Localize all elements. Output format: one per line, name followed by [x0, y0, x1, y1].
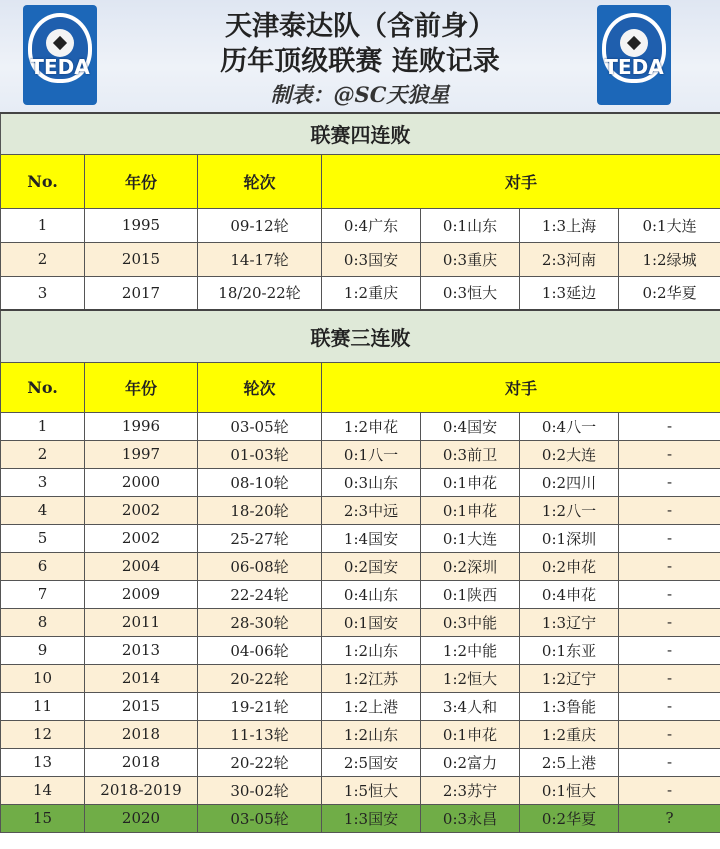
cell-match-1: 0:4广东 — [322, 208, 421, 242]
table-row — [1, 804, 720, 832]
cell-match-2: 3:4人和 — [421, 692, 520, 720]
cell-year: 2014 — [85, 664, 198, 692]
cell-match-2: 0:1大连 — [421, 524, 520, 552]
cell-round: 04-06轮 — [198, 636, 322, 664]
table-row — [1, 636, 720, 664]
cell-match-2: 0:3前卫 — [421, 440, 520, 468]
cell-no: 1 — [1, 208, 85, 242]
cell-round: 14-17轮 — [198, 242, 322, 276]
page-subtitle: 历年顶级联赛 连败记录 — [220, 46, 500, 77]
cell-match-1: 2:5国安 — [322, 748, 421, 776]
section-title: 联赛四连败 — [1, 113, 720, 154]
cell-year: 2015 — [85, 692, 198, 720]
record-table — [0, 112, 720, 833]
cell-match-1: 1:2申花 — [322, 412, 421, 440]
cell-match-4: ? — [619, 804, 720, 832]
cell-no: 14 — [1, 776, 85, 804]
table-row — [1, 412, 720, 440]
cell-match-1: 0:1国安 — [322, 608, 421, 636]
cell-match-1: 0:2国安 — [322, 552, 421, 580]
cell-match-2: 0:3永昌 — [421, 804, 520, 832]
table-row — [1, 580, 720, 608]
cell-year: 2000 — [85, 468, 198, 496]
cell-match-3: 0:1深圳 — [520, 524, 619, 552]
cell-match-4: 1:2绿城 — [619, 242, 720, 276]
cell-match-4: 0:2华夏 — [619, 276, 720, 310]
cell-match-2: 0:3恒大 — [421, 276, 520, 310]
cell-no: 5 — [1, 524, 85, 552]
cell-match-2: 0:4国安 — [421, 412, 520, 440]
cell-no: 2 — [1, 440, 85, 468]
cell-match-3: 0:1恒大 — [520, 776, 619, 804]
cell-match-4: - — [619, 496, 720, 524]
cell-match-3: 1:2重庆 — [520, 720, 619, 748]
cell-match-4: - — [619, 412, 720, 440]
cell-year: 2018 — [85, 720, 198, 748]
cell-match-1: 0:3国安 — [322, 242, 421, 276]
cell-round: 08-10轮 — [198, 468, 322, 496]
cell-round: 20-22轮 — [198, 664, 322, 692]
teda-logo-right — [597, 5, 671, 105]
cell-year: 2011 — [85, 608, 198, 636]
cell-match-3: 1:3上海 — [520, 208, 619, 242]
cell-year: 2002 — [85, 496, 198, 524]
table-row — [1, 208, 720, 242]
cell-round: 25-27轮 — [198, 524, 322, 552]
cell-match-1: 1:2江苏 — [322, 664, 421, 692]
cell-match-2: 0:1陕西 — [421, 580, 520, 608]
table-row — [1, 748, 720, 776]
cell-round: 28-30轮 — [198, 608, 322, 636]
cell-no: 4 — [1, 496, 85, 524]
cell-match-1: 0:3山东 — [322, 468, 421, 496]
cell-round: 11-13轮 — [198, 720, 322, 748]
cell-round: 30-02轮 — [198, 776, 322, 804]
cell-match-2: 0:1申花 — [421, 468, 520, 496]
cell-no: 15 — [1, 804, 85, 832]
cell-match-1: 1:3国安 — [322, 804, 421, 832]
cell-match-4: - — [619, 524, 720, 552]
section-four-loss-header — [1, 113, 720, 154]
table-row — [1, 776, 720, 804]
col-opponents: 对手 — [322, 362, 720, 412]
cell-match-2: 0:1山东 — [421, 208, 520, 242]
cell-match-3: 2:5上港 — [520, 748, 619, 776]
cell-round: 20-22轮 — [198, 748, 322, 776]
credit-line: 制表：@SC天狼星 — [270, 82, 450, 107]
cell-match-2: 2:3苏宁 — [421, 776, 520, 804]
cell-round: 18-20轮 — [198, 496, 322, 524]
cell-match-4: - — [619, 748, 720, 776]
cell-match-4: - — [619, 440, 720, 468]
column-header-row — [1, 362, 720, 412]
cell-no: 9 — [1, 636, 85, 664]
cell-year: 2020 — [85, 804, 198, 832]
cell-match-3: 0:2申花 — [520, 552, 619, 580]
cell-round: 03-05轮 — [198, 412, 322, 440]
section-title: 联赛三连败 — [1, 310, 720, 362]
cell-year: 2017 — [85, 276, 198, 310]
cell-match-1: 1:4国安 — [322, 524, 421, 552]
cell-match-2: 0:2富力 — [421, 748, 520, 776]
cell-match-2: 0:3中能 — [421, 608, 520, 636]
section-three-loss-header — [1, 310, 720, 362]
cell-match-4: - — [619, 664, 720, 692]
cell-no: 3 — [1, 468, 85, 496]
cell-no: 11 — [1, 692, 85, 720]
page-header — [0, 0, 720, 112]
cell-year: 2018-2019 — [85, 776, 198, 804]
cell-no: 8 — [1, 608, 85, 636]
cell-round: 03-05轮 — [198, 804, 322, 832]
cell-match-1: 2:3中远 — [322, 496, 421, 524]
col-opponents: 对手 — [322, 154, 720, 208]
table-row — [1, 276, 720, 310]
cell-round: 22-24轮 — [198, 580, 322, 608]
cell-year: 2013 — [85, 636, 198, 664]
table-row — [1, 440, 720, 468]
cell-match-3: 0:2四川 — [520, 468, 619, 496]
cell-match-2: 0:1申花 — [421, 496, 520, 524]
cell-match-3: 1:3延边 — [520, 276, 619, 310]
col-year: 年份 — [85, 362, 198, 412]
cell-match-4: - — [619, 692, 720, 720]
cell-match-4: - — [619, 720, 720, 748]
table-row — [1, 468, 720, 496]
cell-match-3: 0:2大连 — [520, 440, 619, 468]
cell-match-2: 0:2深圳 — [421, 552, 520, 580]
cell-match-1: 1:2重庆 — [322, 276, 421, 310]
cell-round: 19-21轮 — [198, 692, 322, 720]
column-header-row — [1, 154, 720, 208]
cell-round: 18/20-22轮 — [198, 276, 322, 310]
col-round: 轮次 — [198, 362, 322, 412]
logo-text: TEDA — [30, 55, 90, 79]
cell-match-4: - — [619, 552, 720, 580]
cell-year: 1995 — [85, 208, 198, 242]
table-row — [1, 608, 720, 636]
cell-match-1: 1:2山东 — [322, 636, 421, 664]
cell-no: 10 — [1, 664, 85, 692]
cell-match-3: 2:3河南 — [520, 242, 619, 276]
cell-match-3: 1:3辽宁 — [520, 608, 619, 636]
table-row — [1, 692, 720, 720]
cell-match-1: 0:1八一 — [322, 440, 421, 468]
football-icon — [620, 29, 648, 57]
table-row — [1, 496, 720, 524]
cell-match-2: 0:1申花 — [421, 720, 520, 748]
cell-match-2: 1:2恒大 — [421, 664, 520, 692]
cell-match-1: 0:4山东 — [322, 580, 421, 608]
table-row — [1, 720, 720, 748]
cell-match-1: 1:2山东 — [322, 720, 421, 748]
cell-round: 09-12轮 — [198, 208, 322, 242]
cell-no: 1 — [1, 412, 85, 440]
cell-year: 1997 — [85, 440, 198, 468]
cell-match-3: 1:2八一 — [520, 496, 619, 524]
cell-no: 2 — [1, 242, 85, 276]
cell-match-1: 1:5恒大 — [322, 776, 421, 804]
cell-no: 7 — [1, 580, 85, 608]
cell-match-4: - — [619, 468, 720, 496]
table-row — [1, 242, 720, 276]
table-row — [1, 552, 720, 580]
cell-match-4: - — [619, 636, 720, 664]
table-row — [1, 524, 720, 552]
col-no: No. — [1, 154, 85, 208]
cell-match-3: 0:4八一 — [520, 412, 619, 440]
col-round: 轮次 — [198, 154, 322, 208]
cell-year: 2009 — [85, 580, 198, 608]
logo-text: TEDA — [604, 55, 664, 79]
cell-year: 2015 — [85, 242, 198, 276]
cell-match-3: 1:3鲁能 — [520, 692, 619, 720]
cell-match-3: 0:4申花 — [520, 580, 619, 608]
cell-round: 06-08轮 — [198, 552, 322, 580]
cell-match-4: - — [619, 608, 720, 636]
cell-match-3: 0:1东亚 — [520, 636, 619, 664]
cell-match-4: 0:1大连 — [619, 208, 720, 242]
col-year: 年份 — [85, 154, 198, 208]
cell-year: 2004 — [85, 552, 198, 580]
cell-round: 01-03轮 — [198, 440, 322, 468]
cell-match-3: 0:2华夏 — [520, 804, 619, 832]
cell-match-1: 1:2上港 — [322, 692, 421, 720]
cell-no: 12 — [1, 720, 85, 748]
cell-match-4: - — [619, 776, 720, 804]
cell-match-3: 1:2辽宁 — [520, 664, 619, 692]
cell-match-2: 0:3重庆 — [421, 242, 520, 276]
col-no: No. — [1, 362, 85, 412]
cell-year: 2002 — [85, 524, 198, 552]
table-row — [1, 664, 720, 692]
cell-match-2: 1:2中能 — [421, 636, 520, 664]
cell-match-4: - — [619, 580, 720, 608]
cell-no: 3 — [1, 276, 85, 310]
cell-no: 13 — [1, 748, 85, 776]
cell-no: 6 — [1, 552, 85, 580]
page-title: 天津泰达队（含前身） — [225, 11, 495, 42]
cell-year: 1996 — [85, 412, 198, 440]
cell-year: 2018 — [85, 748, 198, 776]
